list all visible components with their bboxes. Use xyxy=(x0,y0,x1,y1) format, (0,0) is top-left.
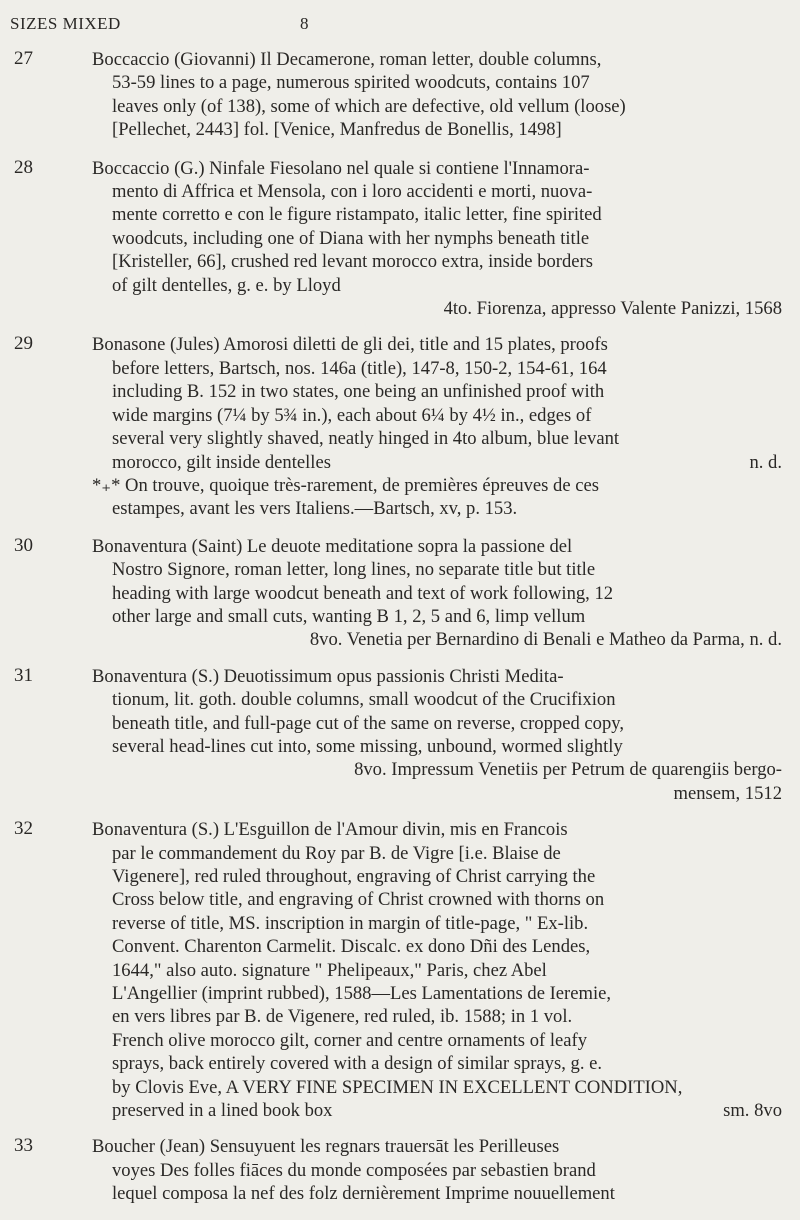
entry-line: Cross below title, and engraving of Christ crowned with thorns on xyxy=(112,889,605,911)
entry-line: Boccaccio (G.) Ninfale Fiesolano nel quale si contiene l'Innamora- xyxy=(92,157,590,179)
entry-note: *₊* On trouve, quoique très-rarement, de premières épreuves de ces xyxy=(92,474,599,496)
entry-line: leaves only (of 138), some of which are defective, old vellum (loose) xyxy=(112,95,626,117)
entry-text xyxy=(92,48,782,142)
entry-format: sm. 8vo xyxy=(723,1100,782,1122)
entry-text xyxy=(92,1135,782,1205)
entry-imprint: 8vo. Venetia per Bernardino di Benali e Matheo da Parma, n. d. xyxy=(309,629,782,651)
entry-imprint: 4to. Fiorenza, appresso Valente Panizzi, 1568 xyxy=(443,298,782,320)
catalogue-entry xyxy=(0,48,800,142)
entry-line: [Pellechet, 2443] fol. [Venice, Manfredus de Bonellis, 1498] xyxy=(112,119,562,141)
entry-imprint: mensem, 1512 xyxy=(673,782,782,804)
entry-line: Bonasone (Jules) Amorosi diletti de gli dei, title and 15 plates, proofs xyxy=(92,334,608,356)
entry-line: [Kristeller, 66], crushed red levant morocco extra, inside borders xyxy=(112,251,593,273)
entry-line: including B. 152 in two states, one being an unfinished proof with xyxy=(112,381,605,403)
catalogue-entry xyxy=(0,535,800,652)
entry-text xyxy=(92,818,782,1122)
entry-line: sprays, back entirely covered with a design of similar sprays, g. e. xyxy=(112,1053,603,1075)
lot-number: 27 xyxy=(14,48,33,69)
lot-number: 32 xyxy=(14,818,33,840)
entry-line: mento di Affrica et Mensola, con i loro accidenti e morti, nuova- xyxy=(112,181,593,203)
entry-line: beneath title, and full-page cut of the same on reverse, cropped copy, xyxy=(112,712,624,734)
entry-line: Convent. Charenton Carmelit. Discalc. ex dono Dñi des Lendes, xyxy=(112,936,591,958)
entry-line: reverse of title, MS. inscription in margin of title-page, " Ex-lib. xyxy=(112,912,589,934)
entry-line xyxy=(92,451,782,474)
entry-line: Bonaventura (S.) L'Esguillon de l'Amour divin, mis en Francois xyxy=(92,819,568,841)
catalogue-entry xyxy=(0,333,800,520)
page-number: 8 xyxy=(300,14,309,33)
entry-line: Bonaventura (Saint) Le deuote meditatione sopra la passione del xyxy=(92,535,573,557)
lot-number: 31 xyxy=(14,664,33,686)
entry-line: voyes Des folles fiāces du monde composées par sebastien brand xyxy=(112,1159,596,1181)
entry-line: Bonaventura (S.) Deuotissimum opus passionis Christi Medita- xyxy=(92,665,564,687)
entry-line: par le commandement du Roy par B. de Vigre [i.e. Blaise de xyxy=(112,842,561,864)
section-heading: SIZES MIXED xyxy=(10,14,121,33)
entry-line: L'Angellier (imprint rubbed), 1588—Les Lamentations de Ieremie, xyxy=(112,983,612,1005)
entry-line: lequel composa la nef des folz dernièrement Imprime nouuellement xyxy=(112,1183,615,1205)
entry-line: 53-59 lines to a page, numerous spirited woodcuts, contains 107 xyxy=(112,72,590,94)
entry-line: woodcuts, including one of Diana with her nymphs beneath title xyxy=(112,227,590,249)
entry-line: several head-lines cut into, some missing, unbound, wormed slightly xyxy=(112,735,623,757)
catalogue-entry xyxy=(0,818,800,1122)
entry-line: French olive morocco gilt, corner and centre ornaments of leafy xyxy=(112,1029,587,1051)
entry-line-text: morocco, gilt inside dentelles xyxy=(112,451,331,473)
entry-line: before letters, Bartsch, nos. 146a (title), 147-8, 150-2, 154-61, 164 xyxy=(112,357,607,379)
entry-text xyxy=(92,333,782,520)
lot-number: 33 xyxy=(14,1135,33,1157)
entry-text xyxy=(92,665,782,805)
lot-number: 29 xyxy=(14,333,33,355)
entry-text xyxy=(92,157,782,321)
entry-date: n. d. xyxy=(749,451,782,473)
entry-line xyxy=(92,1099,782,1122)
entry-list xyxy=(0,48,800,1220)
entry-line: wide margins (7¼ by 5¾ in.), each about 6¼ by 4½ in., edges of xyxy=(112,404,592,426)
entry-line: tionum, lit. goth. double columns, small woodcut of the Crucifixion xyxy=(112,689,616,711)
entry-imprint: 8vo. Impressum Venetiis per Petrum de quarengiis bergo- xyxy=(354,759,782,781)
lot-number: 30 xyxy=(14,534,33,556)
entry-line: other large and small cuts, wanting B 1, 2, 5 and 6, limp vellum xyxy=(112,605,586,627)
catalogue-entry xyxy=(0,665,800,805)
entry-line: Vigenere], red ruled throughout, engraving of Christ carrying the xyxy=(112,866,596,887)
entry-note: estampes, avant les vers Italiens.—Bartsch, xv, p. 153. xyxy=(112,498,518,520)
entry-line: mente corretto e con le figure ristampato, italic letter, fine spirited xyxy=(112,204,602,226)
entry-line: by Clovis Eve, A VERY FINE SPECIMEN IN EXCELLENT CONDITION, xyxy=(112,1076,683,1098)
lot-number: 28 xyxy=(14,156,33,178)
entry-line: 1644," also auto. signature " Phelipeaux," Paris, chez Abel xyxy=(112,959,547,981)
entry-line: Boucher (Jean) Sensuyuent les regnars trauersāt les Perilleuses xyxy=(92,1136,560,1158)
entry-line: Nostro Signore, roman letter, long lines, no separate title but title xyxy=(112,559,596,581)
entry-line: en vers libres par B. de Vigenere, red ruled, ib. 1588; in 1 vol. xyxy=(112,1006,573,1028)
entry-line: heading with large woodcut beneath and text of work following, 12 xyxy=(112,582,614,604)
entry-line: of gilt dentelles, g. e. by Lloyd xyxy=(112,274,341,296)
entry-text xyxy=(92,535,782,652)
catalogue-entry xyxy=(0,1135,800,1205)
catalogue-entry xyxy=(0,157,800,321)
entry-line: several very slightly shaved, neatly hinged in 4to album, blue levant xyxy=(112,428,620,450)
entry-line: Boccaccio (Giovanni) Il Decamerone, roman letter, double columns, xyxy=(92,49,602,70)
entry-line-text: preserved in a lined book box xyxy=(112,1100,333,1122)
